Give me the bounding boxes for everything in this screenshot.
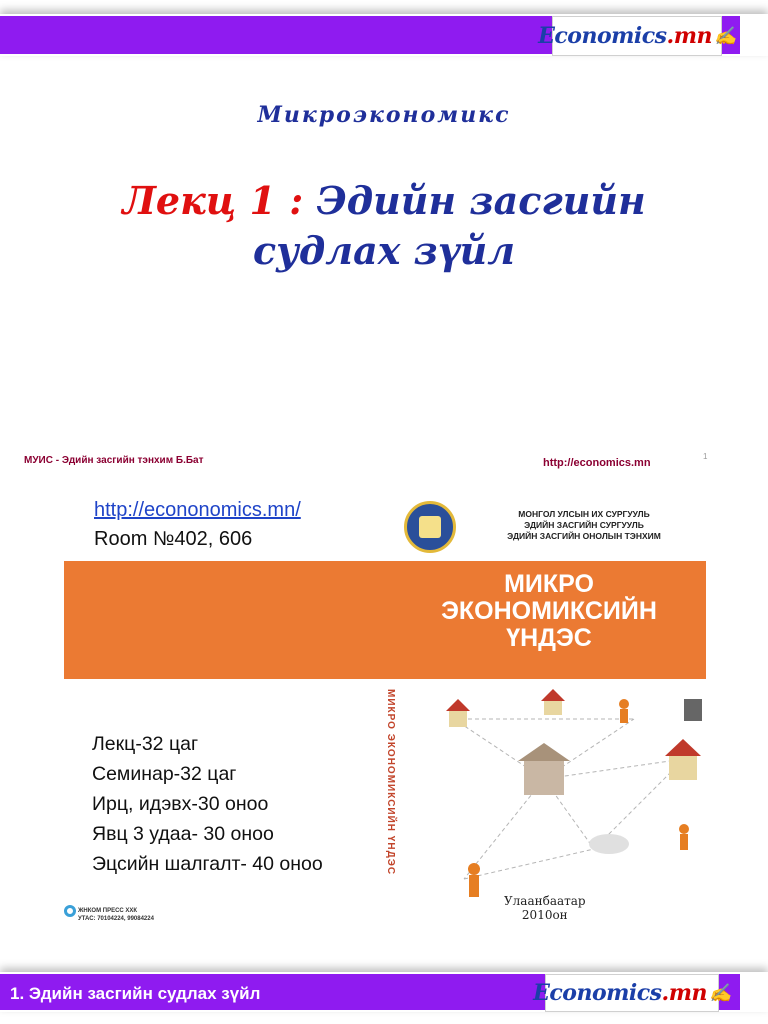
university-line: ЭДИЙН ЗАСГИЙН ОНОЛЫН ТЭНХИМ	[507, 531, 661, 541]
year: 2010он	[521, 908, 568, 922]
publisher-name: ЖНКОМ ПРЕСС ХХК	[78, 908, 138, 914]
pen-icon: ✍	[713, 25, 736, 47]
stat-item: Ирц, идэвх-30 оноо	[92, 793, 269, 815]
lecture-title: Эдийн засгийн судлах зүйл	[252, 178, 646, 273]
logo-suffix: .mn	[661, 980, 707, 1006]
stat-item: Явц 3 удаа- 30 оноо	[92, 823, 274, 845]
stat-item: Эцсийн шалгалт- 40 оноо	[92, 853, 323, 875]
economics-logo-bottom[interactable]	[533, 974, 731, 1012]
book-title-line: ЭКОНОМИКСИЙН	[441, 597, 657, 625]
slide-source-left: МУИС - Эдийн засгийн тэнхим Б.Бат	[24, 455, 204, 466]
logo-text: Economics	[533, 980, 662, 1006]
university-names	[464, 509, 704, 542]
stat-item: Лекц-32 цаг	[92, 733, 199, 755]
course-stats	[92, 729, 323, 879]
book-title-line: МИКРО	[504, 570, 594, 598]
university-line: МОНГОЛ УЛСЫН ИХ СУРГУУЛЬ	[518, 509, 650, 519]
pen-icon: ✍	[708, 982, 731, 1004]
slide-image	[64, 489, 706, 941]
subject-title: Микроэкономикс	[257, 102, 511, 128]
logo-text: Economics	[538, 23, 667, 49]
slide-source-url[interactable]: http://economics.mn	[543, 457, 651, 469]
footer-title: 1. Эдийн засгийн судлах зүйл	[10, 984, 261, 1003]
publisher-info	[78, 907, 154, 923]
book-spine-text: МИКРО ЭКОНОМИКСИЙН ҮНДЭС	[385, 689, 396, 876]
slide-page-number: 1	[703, 452, 708, 461]
city: Улаанбаатар	[504, 894, 586, 908]
university-seal-icon	[404, 501, 456, 553]
stat-item: Семинар-32 цаг	[92, 763, 237, 785]
lecture-heading	[70, 176, 698, 276]
book-title-line: ҮНДЭС	[506, 624, 592, 652]
publisher-logo-icon	[64, 905, 76, 917]
economics-logo-top[interactable]	[538, 16, 736, 56]
logo-suffix: .mn	[666, 23, 712, 49]
publication-place	[504, 894, 586, 922]
book-title	[424, 571, 674, 652]
lecture-number: Лекц 1 :	[122, 178, 304, 223]
university-line: ЭДИЙН ЗАСГИЙН СУРГУУЛЬ	[524, 520, 644, 530]
room-info: Room №402, 606	[94, 528, 253, 550]
course-link[interactable]: http://econonomics.mn/	[94, 499, 301, 521]
publisher-phone: УТАС: 70104224, 99084224	[78, 916, 154, 922]
